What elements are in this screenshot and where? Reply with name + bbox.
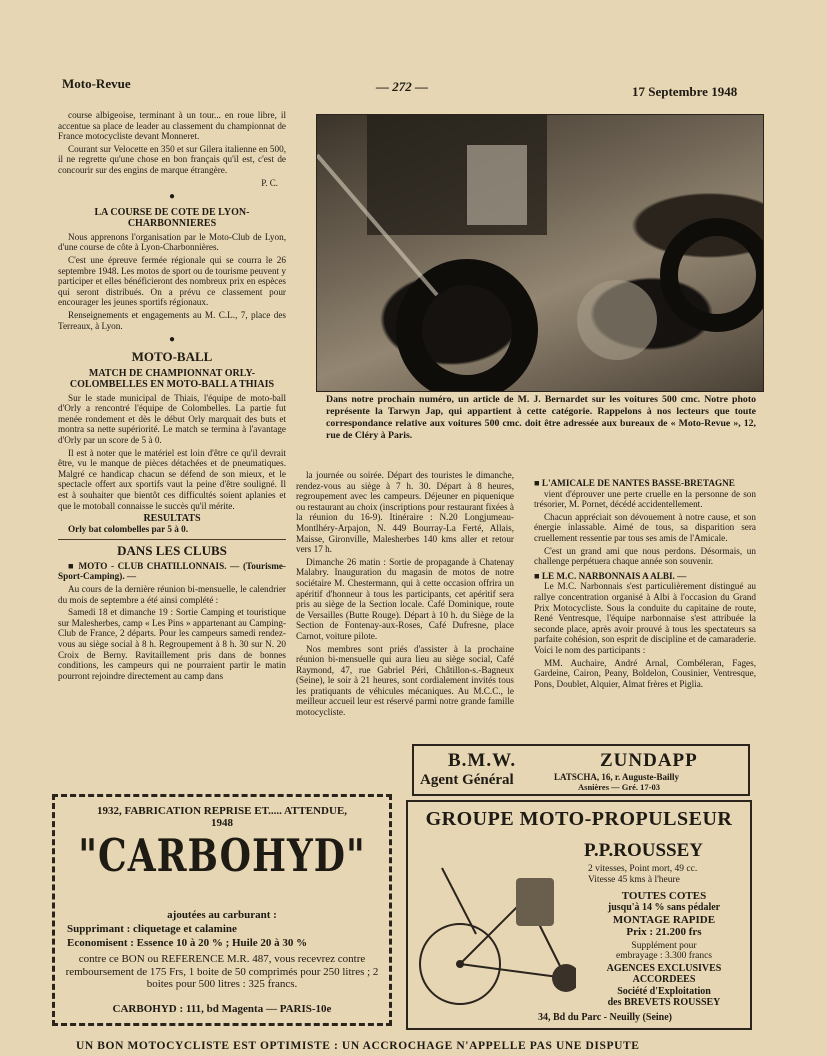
- bmw-brand: B.M.W.: [448, 750, 517, 771]
- roussey-maker: P.P.ROUSSEY: [584, 840, 703, 861]
- bmw-zundapp-ad: [412, 744, 750, 796]
- issue-date: 17 Septembre 1948: [632, 84, 738, 99]
- column-2: [296, 470, 514, 720]
- motoball-paragraph: Sur le stade municipal de Thiais, l'équipe de moto-ball d'Orly a rencontré l'équipe de Colombelles. La partie fut menée rondement et dès le début Orly marquait des buts et montra sa nette supériorité. Le match se termina à l'avantage d'Orly par un score de 5 à 0.: [58, 392, 286, 446]
- page-number: — 272 —: [376, 79, 428, 94]
- motoball-paragraph: Il est à noter que le matériel est loin d'être ce qu'il devrait être, vu le manque de pièces détachées et de pneumatiques. Malgré ce handicap chacun se défend de son mieux, et le spectacle offert aux sportifs vaut la peine d'être souligné. Il est à souhaiter que bientôt ces difficultés soient aplanies et que le motoball connaisse le succès qu'il mérite.: [58, 447, 286, 511]
- albi-paragraph: MM. Auchaire, André Arnal, Combéleran, Fages, Gardeine, Cairon, Peany, Boldelon, Cousinier, Ventresque, Pons, Doublet, Alquier, Almat frères et Piglia.: [534, 657, 756, 689]
- nantes-paragraph: vient d'éprouver une perte cruelle en la personne de son trésorier, M. Pornet, décédé accidentellement.: [534, 488, 756, 510]
- clubs-subheading: ■ MOTO - CLUB CHATILLONNAIS. — (Tourisme-Sport-Camping). —: [58, 560, 286, 582]
- car-photo: [316, 114, 764, 392]
- roussey-cotes: TOUTES COTES: [621, 890, 707, 902]
- carbohyd-line1: ajoutées au carburant :: [167, 909, 277, 921]
- results-text: Orly bat colombelles par 5 à 0.: [68, 524, 189, 535]
- agent-phone: Asnières — Gré. 17-03: [578, 782, 660, 792]
- bullet-icon: ●: [168, 191, 176, 203]
- roussey-spec1: 2 vitesses, Point mort, 49 cc.: [588, 864, 698, 874]
- clubs-paragraph: Samedi 18 et dimanche 19 : Sortie Camping et touristique sur Malesherbes, camp « Les Pins » appartenant au Camping-Club de France, 2 départs. Pour les campeurs samedi rendez-vous au siège social à 8 h. Regroupement à 8 h. 30 sur N. 20 Croix de Berny. Ravitaillement pris dans de bonnes conditions, les campeurs qui ne pourraient partir le matin pourront rejoindre directement au camp dans: [58, 607, 286, 681]
- bullet-icon: ●: [168, 334, 176, 346]
- intro-paragraph: course albigeoise, terminant à un tour... en roue libre, il accentue sa place de leader au classement du championnat de France motocycliste devant Monneret.: [58, 110, 286, 142]
- motor-bicycle-illustration: [416, 838, 576, 1010]
- roussey-agences1: AGENCES EXCLUSIVES: [606, 963, 722, 974]
- column-3: [534, 478, 756, 691]
- author-signature: P. C.: [261, 177, 278, 188]
- cote-paragraph: Renseignements et engagements au M. C.L., 7, place des Terreaux, à Lyon.: [58, 309, 286, 331]
- agent-label: Agent Général: [420, 772, 514, 788]
- nantes-paragraph: Chacun appréciait son dévouement à notre cause, et son énergie inlassable. Aimé de tous, sa disparition sera cruellement ressentie par tous ses amis de l'Amicale.: [534, 511, 756, 543]
- albi-paragraph: Le M.C. Narbonnais s'est particulièrement distingué au rallye concentration organisé à Albi à l'occasion du Grand Prix Motocycliste. Sous la conduite du capitaine de route, René Ventresque, l'équipe narbonnaise s'est attribuée la seconde place, après avoir prouvé à tous les spectateurs sa parfaite cohésion, son esprit de discipline et de camaraderie. Voici le nom des participants :: [534, 581, 756, 655]
- cote-paragraph: C'est une épreuve fermée régionale qui se courra le 26 septembre 1948. Les motos de sport ou de tourisme peuvent y participer et elles bénéficieront des nombreux prix en espèces qui seront distribués. On a prévu ce classement pour encourager les jeunes sportifs régionaux.: [58, 254, 286, 308]
- albi-heading: ■ LE M.C. NARBONNAIS A ALBI. —: [534, 570, 687, 581]
- agent-address: LATSCHA, 16, r. Auguste-Bailly: [554, 772, 680, 782]
- carbohyd-footer: CARBOHYD : 111, bd Magenta — PARIS-10e: [112, 1003, 332, 1015]
- roussey-address: 34, Bd du Parc - Neuilly (Seine): [538, 1012, 672, 1023]
- carbohyd-body: contre ce BON ou REFERENCE M.R. 487, vous recevrez contre remboursement de 175 Frs, 1 boite de 50 comprimés pour 250 litres ; 2 boites pour 500 litres : 325 francs.: [65, 953, 379, 990]
- roussey-agences2: ACCORDEES: [632, 974, 696, 985]
- roussey-montage: MONTAGE RAPIDE: [612, 914, 716, 926]
- nantes-paragraph: C'est un grand ami que nous perdons. Désormais, un challenge perpétuera chaque année son souvenir.: [534, 545, 756, 567]
- club-paragraph: Dimanche 26 matin : Sortie de propagande à Chatenay Malabry. Inauguration du magasin de motos de notre sociétaire M. Chestermann, qui à cette occasion offrira un apéritif d'honneur à tous les participants, cet apéritif sera pris au siège de la Section locale. Café Dominique, route de Versailles (Butte Rouge). Départ à 10 h. du Siège de la Section de Fontenay-aux-Roses, Café Dufresne, place Carnot, voiture pilote.: [296, 556, 514, 641]
- column-1: [58, 110, 286, 683]
- club-paragraph: Nos membres sont priés d'assister à la prochaine réunion bi-mensuelle qui aura lieu au siège social, Café Raymond, 47, rue Gabriel Péri, Châtillon-s.-Bagneux (Seine), le soir à 21 heures, sont cordialement invités tous les pratiquants de véhicules mécaniques. Au M.C.C., le meilleur accueil leur est réservé parmi notre grande famille motocycliste.: [296, 643, 514, 718]
- zundapp-brand: ZUNDAPP: [600, 750, 698, 771]
- footer-slogan: UN BON MOTOCYCLISTE EST OPTIMISTE : UN ACCROCHAGE N'APPELLE PAS UNE DISPUTE: [76, 1040, 640, 1052]
- car-photo-image: [317, 115, 763, 391]
- carbohyd-logo: "CARBOHYD": [78, 829, 366, 883]
- roussey-cotes2: jusqu'à 14 % sans pédaler: [607, 902, 721, 913]
- cote-heading: LA COURSE DE COTE DE LYON-CHARBONNIERES: [94, 206, 250, 229]
- clubs-paragraph: Au cours de la dernière réunion bi-mensuelle, le calendrier du mois de septembre a été ainsi complété :: [58, 584, 286, 605]
- roussey-title: GROUPE MOTO-PROPULSEUR: [425, 808, 733, 830]
- results-label: RESULTATS: [143, 513, 201, 525]
- roussey-societe2: des BREVETS ROUSSEY: [607, 997, 721, 1008]
- divider: [58, 539, 286, 540]
- club-paragraph: la journée ou soirée. Départ des touristes le dimanche, rendez-vous au siège à 7 h. 30. Départ à 8 heures, regroupement avec les campeurs. Déjeuner en piquenique ou restaurant au choix (inscriptions pour restaurant fixées à la réunion du 16-9). Itinéraire : N.20 Longjumeau-Montlhéry-Arpajon, N. 449 Bourray-La Ferté, Allais, Maisse, Gironville, Malesherbes 140 kms aller et retour vers 17 h.: [296, 470, 514, 555]
- intro-paragraph: Courant sur Velocette en 350 et sur Gilera italienne en 500, il ne regrette qu'une chose en bon français qu'il est, c'est de concourir sur des engins de marque étrangère.: [58, 143, 286, 175]
- roussey-supp2: embrayage : 3.300 francs: [615, 951, 713, 961]
- motoball-subheading: MATCH DE CHAMPIONNAT ORLY-COLOMBELLES EN MOTO-BALL A THIAIS: [69, 367, 275, 390]
- clubs-heading: DANS LES CLUBS: [117, 542, 227, 558]
- roussey-ad: [406, 800, 752, 1030]
- motoball-heading: MOTO-BALL: [131, 348, 213, 364]
- photo-caption: Dans notre prochain numéro, un article de M. J. Bernardet sur les voitures 500 cmc. Notre photo représente la Tarwyn Jap, qui appartient à cette catégorie. Rappelons à nos lecteurs que toute correspondance relative aux voitures 500 cmc. doit être adressée aux bureaux de « Moto-Revue », 12, rue de Cléry à Paris.: [326, 394, 756, 441]
- roussey-supp1: Supplément pour: [631, 941, 697, 951]
- carbohyd-ad: [52, 794, 392, 1026]
- magazine-name: Moto-Revue: [62, 76, 131, 91]
- roussey-societe1: Société d'Exploitation: [617, 986, 711, 997]
- carbohyd-line2: Supprimant : cliquetage et calamine: [67, 923, 237, 935]
- roussey-spec2: Vitesse 45 kms à l'heure: [588, 875, 680, 885]
- carbohyd-line3: Economisent : Essence 10 à 20 % ; Huile 20 à 30 %: [67, 937, 308, 949]
- nantes-heading: ■ L'AMICALE DE NANTES BASSE-BRETAGNE: [534, 478, 735, 488]
- cote-paragraph: Nous apprenons l'organisation par le Moto-Club de Lyon, d'une course de côte à Lyon-Charbonnières.: [58, 231, 286, 253]
- roussey-price: Prix : 21.200 frs: [626, 926, 702, 938]
- carbohyd-top: 1932, FABRICATION REPRISE ET..... ATTENDUE, 1948: [96, 805, 348, 829]
